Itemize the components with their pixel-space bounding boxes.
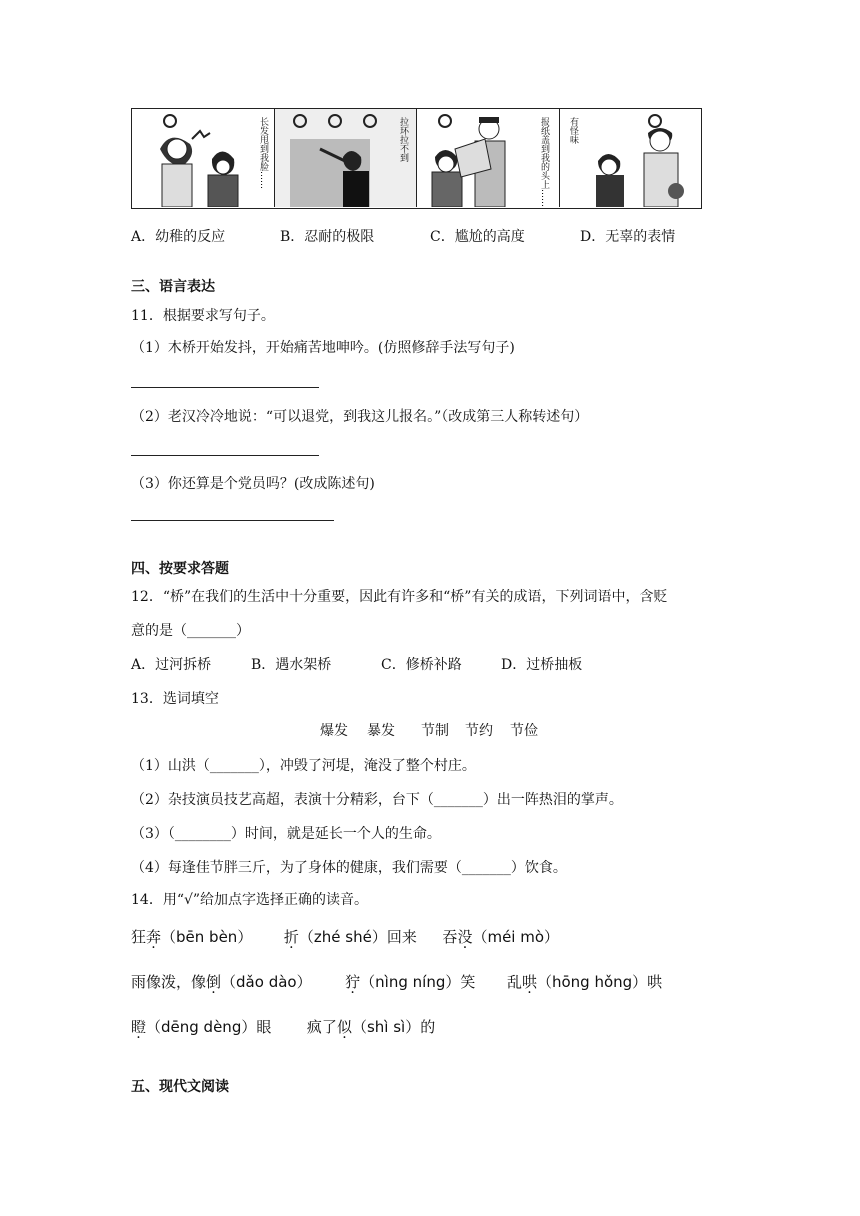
q11-item-2: （2）老汉冷冷地说：“可以退党，到我这儿报名。”（改成第三人称转述句） bbox=[131, 409, 589, 425]
comic-drawing-2 bbox=[275, 109, 417, 207]
comic-panel-1 bbox=[132, 109, 275, 207]
q11-answer-line-1[interactable] bbox=[131, 387, 319, 388]
comic-panel-4 bbox=[560, 109, 703, 207]
q13-word-5: 节俭 bbox=[510, 723, 538, 739]
section-4-title: 四、按要求答题 bbox=[131, 561, 229, 577]
comic-caption-1: 长发甩到我脸…… bbox=[258, 117, 268, 189]
q12-stem-line-2: 意的是（_______） bbox=[131, 623, 250, 639]
q10-option-b: B．忍耐的极限 bbox=[280, 229, 375, 245]
q14-stem: 14．用“√”给加点字选择正确的读音。 bbox=[131, 892, 369, 908]
q13-word-3: 节制 bbox=[421, 723, 449, 739]
q13-word-1: 爆发 bbox=[320, 723, 348, 739]
section-3-title: 三、语言表达 bbox=[131, 279, 215, 295]
q14-row-1 bbox=[131, 926, 559, 947]
q14-item: 狞（nìng níng）笑 bbox=[345, 973, 476, 991]
q14-item: 疯了似（shì sì）的 bbox=[306, 1018, 436, 1036]
q14-row-2 bbox=[131, 971, 662, 992]
q12-stem-line-1: 12．“桥”在我们的生活中十分重要，因此有许多和“桥”有关的成语，下列词语中，含贬 bbox=[131, 589, 668, 605]
q13-stem: 13．选词填空 bbox=[131, 691, 219, 707]
q12-option-c: C．修桥补路 bbox=[381, 657, 462, 673]
q13-item-4: （4）每逢佳节胖三斤，为了身体的健康，我们需要（_______）饮食。 bbox=[131, 860, 567, 876]
q12-option-a: A．过河拆桥 bbox=[131, 657, 212, 673]
q11-item-3: （3）你还算是个党员吗？(改成陈述句) bbox=[131, 476, 375, 492]
comic-drawing-1 bbox=[132, 109, 275, 207]
section-5-title: 五、现代文阅读 bbox=[131, 1079, 229, 1095]
q10-option-d: D．无辜的表情 bbox=[580, 229, 676, 245]
q12-option-d: D．过桥抽板 bbox=[501, 657, 583, 673]
q14-item: 雨像泼，像倒（dǎo dào） bbox=[131, 973, 312, 991]
q14-row-3 bbox=[131, 1016, 435, 1037]
comic-strip-image bbox=[131, 108, 702, 209]
q14-item: 吞没（méi mò） bbox=[442, 928, 560, 946]
q10-option-c: C．尴尬的高度 bbox=[430, 229, 525, 245]
comic-caption-3: 报纸盖到我的头上…… bbox=[539, 117, 549, 207]
q13-item-2: （2）杂技演员技艺高超，表演十分精彩，台下（_______）出一阵热泪的掌声。 bbox=[131, 792, 623, 808]
q11-answer-line-2[interactable] bbox=[131, 455, 319, 456]
q14-item: 乱哄（hōng hǒng）哄 bbox=[506, 973, 663, 991]
comic-panel-2 bbox=[275, 109, 417, 207]
q13-word-4: 节约 bbox=[465, 723, 493, 739]
comic-caption-2: 拉环拉不到 bbox=[398, 117, 408, 162]
q13-item-1: （1）山洪（_______），冲毁了河堤，淹没了整个村庄。 bbox=[131, 758, 476, 774]
q14-item: 狂奔（bēn bèn） bbox=[131, 928, 253, 946]
q14-item: 折（zhé shé）回来 bbox=[283, 928, 417, 946]
q13-item-3: （3）（________）时间，就是延长一个人的生命。 bbox=[131, 826, 441, 842]
comic-panel-3 bbox=[417, 109, 560, 207]
comic-caption-4: 有怪味 bbox=[568, 117, 578, 144]
q13-word-2: 暴发 bbox=[367, 723, 395, 739]
comic-drawing-4 bbox=[560, 109, 703, 207]
q12-option-b: B．遇水架桥 bbox=[251, 657, 332, 673]
q10-option-a: A．幼稚的反应 bbox=[131, 229, 226, 245]
q14-item: 瞪（dēng dèng）眼 bbox=[131, 1018, 272, 1036]
q11-stem: 11．根据要求写句子。 bbox=[131, 308, 275, 324]
q11-item-1: （1）木桥开始发抖，开始痛苦地呻吟。(仿照修辞手法写句子) bbox=[131, 340, 515, 356]
q11-answer-line-3[interactable] bbox=[131, 520, 334, 521]
